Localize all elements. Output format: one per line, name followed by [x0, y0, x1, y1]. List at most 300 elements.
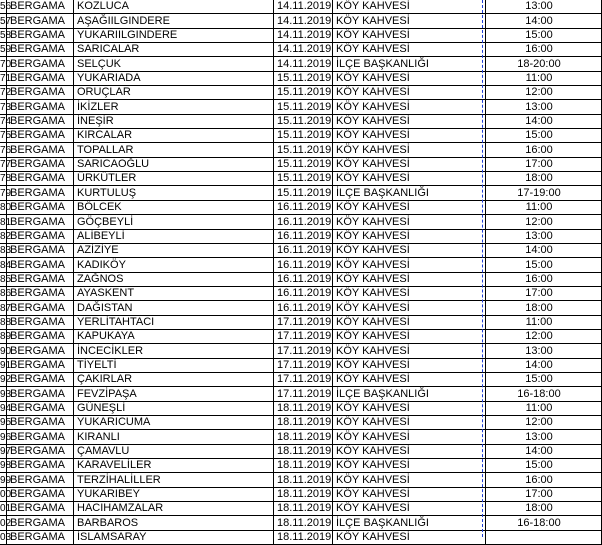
venue-cell[interactable]	[333, 387, 480, 401]
place-cell-text: TİYELTİ	[77, 358, 117, 371]
date-cell[interactable]	[274, 200, 333, 214]
date-cell[interactable]	[274, 487, 333, 501]
district-cell-text: BERGAMA	[10, 14, 66, 27]
row-number[interactable]	[0, 344, 12, 358]
row-number[interactable]	[0, 473, 12, 487]
date-cell-text: 18.11.2019	[277, 459, 332, 472]
row-number[interactable]	[0, 14, 12, 28]
time-cell[interactable]	[486, 387, 602, 401]
row-number[interactable]	[0, 502, 12, 516]
venue-cell[interactable]	[333, 272, 480, 286]
place-cell[interactable]	[74, 530, 274, 544]
time-cell-text: 17:00	[525, 158, 553, 171]
date-cell[interactable]	[274, 344, 333, 358]
district-cell[interactable]	[7, 129, 74, 143]
time-cell[interactable]	[486, 315, 602, 329]
time-cell[interactable]	[486, 430, 602, 444]
venue-cell[interactable]	[333, 114, 480, 128]
venue-cell[interactable]	[333, 0, 480, 14]
date-cell-text: 14.11.2019	[277, 0, 332, 13]
district-cell[interactable]	[7, 0, 74, 14]
venue-cell[interactable]	[333, 28, 480, 42]
time-cell[interactable]	[486, 229, 602, 243]
district-cell[interactable]	[7, 444, 74, 458]
table-row	[0, 186, 602, 200]
place-cell[interactable]	[74, 172, 274, 186]
row-number-text: 90	[0, 345, 12, 357]
place-cell[interactable]	[74, 372, 274, 386]
date-cell[interactable]	[274, 258, 333, 272]
place-cell[interactable]	[74, 487, 274, 501]
venue-cell[interactable]	[333, 401, 480, 415]
place-cell[interactable]	[74, 344, 274, 358]
date-cell[interactable]	[274, 286, 333, 300]
place-cell-text: ÇAKIRLAR	[77, 373, 133, 386]
row-number[interactable]	[0, 143, 12, 157]
venue-cell[interactable]	[333, 157, 480, 171]
time-cell[interactable]	[486, 286, 602, 300]
table-row	[0, 315, 602, 329]
place-cell[interactable]	[74, 473, 274, 487]
district-cell[interactable]	[7, 157, 74, 171]
row-number[interactable]	[0, 487, 12, 501]
row-number[interactable]	[0, 415, 12, 429]
district-cell[interactable]	[7, 28, 74, 42]
venue-cell-text: KÖY KAHVESİ	[336, 172, 410, 185]
district-cell[interactable]	[7, 372, 74, 386]
row-number[interactable]	[0, 100, 12, 114]
place-cell[interactable]	[74, 387, 274, 401]
venue-cell-text: KÖY KAHVESİ	[336, 416, 410, 429]
district-cell[interactable]	[7, 43, 74, 57]
time-cell-text: 12:00	[525, 215, 553, 228]
district-cell-text: BERGAMA	[10, 373, 66, 386]
time-cell-text: 18-20:00	[517, 57, 561, 70]
table-row	[0, 286, 602, 300]
time-cell[interactable]	[486, 358, 602, 372]
place-cell-text: SARICALAR	[77, 43, 140, 56]
venue-cell[interactable]	[333, 215, 480, 229]
district-cell[interactable]	[7, 200, 74, 214]
venue-cell[interactable]	[333, 258, 480, 272]
venue-cell[interactable]	[333, 415, 480, 429]
place-cell[interactable]	[74, 14, 274, 28]
row-number[interactable]	[0, 329, 12, 343]
place-cell[interactable]	[74, 200, 274, 214]
district-cell-text: BERGAMA	[10, 43, 66, 56]
time-cell-text: 12:00	[525, 86, 553, 99]
time-cell[interactable]	[486, 157, 602, 171]
date-cell-text: 15.11.2019	[277, 158, 332, 171]
district-cell[interactable]	[7, 243, 74, 257]
date-cell[interactable]	[274, 14, 333, 28]
row-number[interactable]	[0, 372, 12, 386]
time-cell[interactable]	[486, 28, 602, 42]
time-cell-text: 11:00	[525, 315, 553, 328]
district-cell[interactable]	[7, 329, 74, 343]
row-number[interactable]	[0, 315, 12, 329]
date-cell[interactable]	[274, 329, 333, 343]
district-cell[interactable]	[7, 415, 74, 429]
venue-cell[interactable]	[333, 301, 480, 315]
venue-cell-text: KÖY KAHVESİ	[336, 445, 410, 457]
row-number[interactable]	[0, 516, 12, 530]
date-cell[interactable]	[274, 57, 333, 71]
row-number[interactable]	[0, 57, 12, 71]
table-row	[0, 86, 602, 100]
place-cell[interactable]	[74, 28, 274, 42]
date-cell[interactable]	[274, 387, 333, 401]
venue-cell[interactable]	[333, 530, 480, 544]
date-cell[interactable]	[274, 430, 333, 444]
row-number[interactable]	[0, 272, 12, 286]
time-cell[interactable]	[486, 200, 602, 214]
venue-cell[interactable]	[333, 143, 480, 157]
district-cell[interactable]	[7, 301, 74, 315]
district-cell[interactable]	[7, 229, 74, 243]
district-cell[interactable]	[7, 516, 74, 530]
row-number[interactable]	[0, 86, 12, 100]
row-number-text: 84	[0, 259, 12, 271]
place-cell[interactable]	[74, 415, 274, 429]
venue-cell-text: KÖY KAHVESİ	[336, 358, 410, 371]
district-cell[interactable]	[7, 172, 74, 186]
date-cell[interactable]	[274, 143, 333, 157]
date-cell-text: 16.11.2019	[277, 258, 332, 271]
place-cell[interactable]	[74, 444, 274, 458]
time-cell[interactable]	[486, 86, 602, 100]
district-cell[interactable]	[7, 286, 74, 300]
date-cell[interactable]	[274, 172, 333, 186]
date-cell[interactable]	[274, 372, 333, 386]
venue-cell[interactable]	[333, 86, 480, 100]
place-cell[interactable]	[74, 215, 274, 229]
place-cell[interactable]	[74, 229, 274, 243]
date-cell[interactable]	[274, 358, 333, 372]
place-cell[interactable]	[74, 401, 274, 415]
venue-cell-text: KÖY KAHVESİ	[336, 143, 410, 156]
date-cell[interactable]	[274, 129, 333, 143]
venue-cell[interactable]	[333, 459, 480, 473]
row-number[interactable]	[0, 28, 12, 42]
district-cell[interactable]	[7, 100, 74, 114]
row-number-text: 81	[0, 216, 12, 228]
date-cell[interactable]	[274, 114, 333, 128]
date-cell[interactable]	[274, 28, 333, 42]
place-cell-text: SELÇUK	[77, 57, 122, 70]
date-cell[interactable]	[274, 215, 333, 229]
row-number[interactable]	[0, 157, 12, 171]
date-cell[interactable]	[274, 516, 333, 530]
place-cell[interactable]	[74, 157, 274, 171]
date-cell[interactable]	[274, 186, 333, 200]
place-cell-text: HACIHAMZALAR	[77, 502, 164, 515]
district-cell-text: BERGAMA	[10, 531, 66, 544]
venue-cell[interactable]	[333, 430, 480, 444]
row-number[interactable]	[0, 129, 12, 143]
time-cell-text: 18:00	[525, 502, 553, 515]
time-cell[interactable]	[486, 258, 602, 272]
date-cell[interactable]	[274, 71, 333, 85]
time-cell[interactable]	[486, 401, 602, 415]
place-cell-text: FEVZİPAŞA	[77, 387, 137, 400]
district-cell[interactable]	[7, 473, 74, 487]
venue-cell[interactable]	[333, 358, 480, 372]
venue-cell[interactable]	[333, 502, 480, 516]
place-cell[interactable]	[74, 114, 274, 128]
place-cell[interactable]	[74, 0, 274, 14]
venue-cell[interactable]	[333, 286, 480, 300]
time-cell[interactable]	[486, 143, 602, 157]
time-cell[interactable]	[486, 272, 602, 286]
date-cell[interactable]	[274, 100, 333, 114]
venue-cell[interactable]	[333, 57, 480, 71]
row-number[interactable]	[0, 172, 12, 186]
place-cell-text: GÜNEŞLİ	[77, 401, 126, 414]
district-cell[interactable]	[7, 430, 74, 444]
district-cell[interactable]	[7, 401, 74, 415]
place-cell-text: İKİZLER	[77, 100, 119, 113]
date-cell[interactable]	[274, 473, 333, 487]
date-cell[interactable]	[274, 157, 333, 171]
district-cell-text: BERGAMA	[10, 258, 66, 271]
district-cell[interactable]	[7, 530, 74, 544]
date-cell[interactable]	[274, 444, 333, 458]
place-cell[interactable]	[74, 301, 274, 315]
time-cell[interactable]	[486, 415, 602, 429]
row-number[interactable]	[0, 43, 12, 57]
place-cell[interactable]	[74, 258, 274, 272]
date-cell[interactable]	[274, 86, 333, 100]
place-cell[interactable]	[74, 315, 274, 329]
date-cell[interactable]	[274, 401, 333, 415]
place-cell[interactable]	[74, 71, 274, 85]
time-cell[interactable]	[486, 57, 602, 71]
row-number-text: 94	[0, 402, 12, 414]
row-number-text: 57	[0, 15, 12, 27]
district-cell[interactable]	[7, 143, 74, 157]
time-cell[interactable]	[486, 502, 602, 516]
district-cell[interactable]	[7, 114, 74, 128]
time-cell-text: 12:00	[525, 330, 553, 343]
row-number-text: 91	[0, 359, 12, 371]
date-cell-text: 16.11.2019	[277, 215, 332, 228]
district-cell[interactable]	[7, 459, 74, 473]
row-number[interactable]	[0, 358, 12, 372]
table-row	[0, 444, 602, 458]
time-cell[interactable]	[486, 530, 602, 544]
venue-cell[interactable]	[333, 344, 480, 358]
place-cell[interactable]	[74, 430, 274, 444]
district-cell[interactable]	[7, 358, 74, 372]
date-cell[interactable]	[274, 0, 333, 14]
time-cell[interactable]	[486, 473, 602, 487]
time-cell[interactable]	[486, 344, 602, 358]
venue-cell[interactable]	[333, 229, 480, 243]
venue-cell[interactable]	[333, 172, 480, 186]
district-cell[interactable]	[7, 344, 74, 358]
row-number-text: 79	[0, 187, 12, 199]
district-cell[interactable]	[7, 272, 74, 286]
place-cell-text: ÜRKÜTLER	[77, 172, 137, 185]
district-cell[interactable]	[7, 86, 74, 100]
date-cell[interactable]	[274, 315, 333, 329]
venue-cell[interactable]	[333, 100, 480, 114]
date-cell[interactable]	[274, 301, 333, 315]
district-cell[interactable]	[7, 14, 74, 28]
row-number[interactable]	[0, 286, 12, 300]
date-cell-text: 15.11.2019	[277, 72, 332, 85]
row-number[interactable]	[0, 301, 12, 315]
row-number[interactable]	[0, 200, 12, 214]
venue-cell[interactable]	[333, 71, 480, 85]
venue-cell-text: KÖY KAHVESİ	[336, 115, 410, 128]
district-cell[interactable]	[7, 258, 74, 272]
row-number[interactable]	[0, 215, 12, 229]
date-cell-text: 14.11.2019	[277, 57, 332, 70]
venue-cell[interactable]	[333, 487, 480, 501]
time-cell-text: 13:00	[525, 100, 553, 113]
venue-cell[interactable]	[333, 243, 480, 257]
venue-cell[interactable]	[333, 43, 480, 57]
time-cell[interactable]	[486, 215, 602, 229]
time-cell[interactable]	[486, 186, 602, 200]
time-cell[interactable]	[486, 329, 602, 343]
row-number[interactable]	[0, 0, 12, 14]
place-cell[interactable]	[74, 57, 274, 71]
venue-cell-text: KÖY KAHVESİ	[336, 14, 410, 27]
date-cell[interactable]	[274, 530, 333, 544]
venue-cell-text: KÖY KAHVESİ	[336, 401, 410, 414]
row-number-text: 72	[0, 87, 12, 99]
date-cell-text: 17.11.2019	[277, 315, 332, 328]
venue-cell[interactable]	[333, 200, 480, 214]
time-cell-text: 16-18:00	[517, 387, 561, 400]
table-row	[0, 157, 602, 171]
time-cell[interactable]	[486, 459, 602, 473]
venue-cell-text: KÖY KAHVESİ	[336, 301, 410, 314]
place-cell[interactable]	[74, 358, 274, 372]
time-cell-text: 11:00	[525, 72, 553, 85]
venue-cell[interactable]	[333, 473, 480, 487]
date-cell-text: 18.11.2019	[277, 430, 332, 443]
venue-cell[interactable]	[333, 186, 480, 200]
venue-cell[interactable]	[333, 329, 480, 343]
venue-cell[interactable]	[333, 14, 480, 28]
place-cell[interactable]	[74, 459, 274, 473]
page-break-vertical-line	[482, 0, 483, 537]
venue-cell[interactable]	[333, 516, 480, 530]
place-cell[interactable]	[74, 329, 274, 343]
district-cell[interactable]	[7, 186, 74, 200]
time-cell[interactable]	[486, 0, 602, 14]
date-cell-text: 15.11.2019	[277, 100, 332, 113]
row-number[interactable]	[0, 387, 12, 401]
district-cell[interactable]	[7, 57, 74, 71]
table-row	[0, 430, 602, 444]
time-cell[interactable]	[486, 487, 602, 501]
place-cell[interactable]	[74, 86, 274, 100]
place-cell[interactable]	[74, 43, 274, 57]
row-number[interactable]	[0, 401, 12, 415]
district-cell-text: BERGAMA	[10, 201, 66, 214]
venue-cell[interactable]	[333, 315, 480, 329]
time-cell[interactable]	[486, 372, 602, 386]
time-cell[interactable]	[486, 129, 602, 143]
district-cell[interactable]	[7, 215, 74, 229]
place-cell[interactable]	[74, 272, 274, 286]
district-cell[interactable]	[7, 502, 74, 516]
district-cell-text: BERGAMA	[10, 57, 66, 70]
date-cell[interactable]	[274, 502, 333, 516]
time-cell[interactable]	[486, 100, 602, 114]
district-cell-text: BERGAMA	[10, 115, 66, 128]
venue-cell[interactable]	[333, 444, 480, 458]
place-cell[interactable]	[74, 143, 274, 157]
time-cell[interactable]	[486, 301, 602, 315]
table-row	[0, 14, 602, 28]
row-number[interactable]	[0, 186, 12, 200]
time-cell[interactable]	[486, 71, 602, 85]
place-cell-text: İSLAMSARAY	[77, 531, 147, 544]
date-cell[interactable]	[274, 415, 333, 429]
place-cell-text: KIRANLI	[77, 430, 120, 443]
table-row	[0, 372, 602, 386]
place-cell[interactable]	[74, 516, 274, 530]
place-cell[interactable]	[74, 129, 274, 143]
place-cell[interactable]	[74, 100, 274, 114]
date-cell[interactable]	[274, 243, 333, 257]
row-number[interactable]	[0, 430, 12, 444]
place-cell[interactable]	[74, 286, 274, 300]
time-cell[interactable]	[486, 444, 602, 458]
date-cell[interactable]	[274, 459, 333, 473]
row-number[interactable]	[0, 71, 12, 85]
date-cell[interactable]	[274, 272, 333, 286]
district-cell[interactable]	[7, 387, 74, 401]
venue-cell-text: KÖY KAHVESİ	[336, 29, 410, 42]
date-cell[interactable]	[274, 229, 333, 243]
row-number[interactable]	[0, 459, 12, 473]
district-cell[interactable]	[7, 315, 74, 329]
place-cell[interactable]	[74, 502, 274, 516]
row-number[interactable]	[0, 444, 12, 458]
time-cell-text: 13:00	[525, 344, 553, 357]
place-cell[interactable]	[74, 186, 274, 200]
table-row	[0, 502, 602, 516]
date-cell[interactable]	[274, 43, 333, 57]
venue-cell[interactable]	[333, 129, 480, 143]
time-cell[interactable]	[486, 243, 602, 257]
time-cell[interactable]	[486, 172, 602, 186]
time-cell[interactable]	[486, 516, 602, 530]
row-number[interactable]	[0, 114, 12, 128]
district-cell[interactable]	[7, 71, 74, 85]
time-cell[interactable]	[486, 114, 602, 128]
date-cell-text: 15.11.2019	[277, 186, 332, 199]
row-number[interactable]	[0, 229, 12, 243]
row-number[interactable]	[0, 258, 12, 272]
place-cell[interactable]	[74, 243, 274, 257]
time-cell[interactable]	[486, 14, 602, 28]
row-number-text: 71	[0, 73, 12, 85]
venue-cell[interactable]	[333, 372, 480, 386]
time-cell-text: 14:00	[525, 115, 553, 128]
row-number[interactable]	[0, 530, 12, 544]
row-number[interactable]	[0, 243, 12, 257]
district-cell[interactable]	[7, 487, 74, 501]
time-cell[interactable]	[486, 43, 602, 57]
